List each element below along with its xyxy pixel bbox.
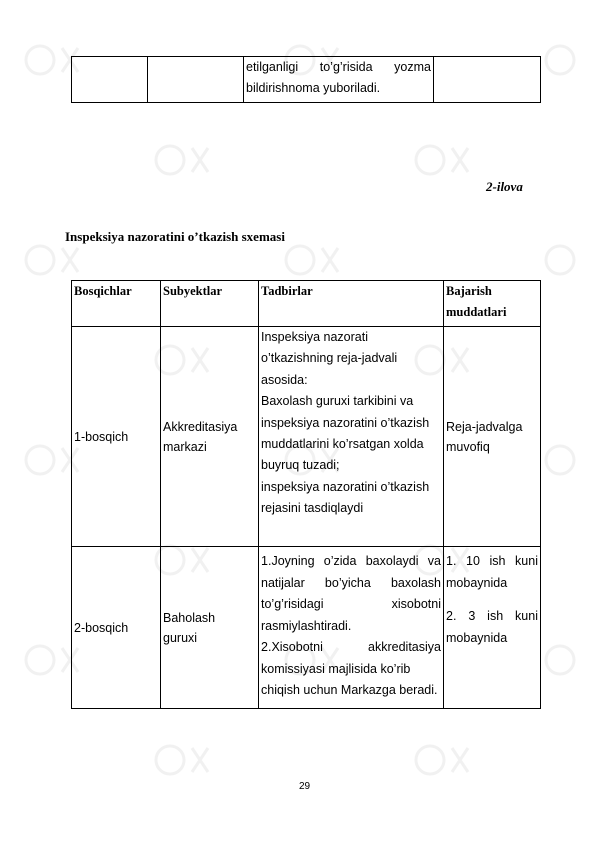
- deadline-cell: [444, 327, 541, 547]
- table-row: [72, 547, 541, 709]
- section-title: Inspeksiya nazoratini o’tkazish sxemasi: [65, 229, 285, 244]
- continuation-line: bildirishnoma yuboriladi.: [246, 81, 381, 95]
- subject-line: markazi: [163, 439, 207, 454]
- deadline-cell: [444, 547, 541, 709]
- continuation-table: [71, 56, 541, 103]
- subject-cell: [161, 547, 259, 709]
- action-line: chiqish uchun Markazga beradi.: [261, 683, 438, 697]
- table-row: [72, 327, 541, 547]
- action-line: muddatlarini ko’rsatgan xolda: [261, 437, 424, 452]
- subject-line: Baholash: [163, 610, 216, 625]
- action-line: Inspeksiya nazorati: [261, 330, 369, 344]
- subject-line: Akkreditasiya: [163, 419, 238, 434]
- continuation-text-cell: [244, 57, 434, 103]
- stage-cell: 2-bosqich: [72, 547, 161, 709]
- header-cell: Subyektlar: [161, 281, 259, 327]
- deadline-line: mobaynida: [446, 575, 508, 590]
- deadline-line: 1. 10 ish kuni: [446, 554, 538, 568]
- action-line: Baxolash guruxi tarkibini va: [261, 394, 414, 409]
- action-line: to’g’risidagi xisobotni: [261, 597, 441, 611]
- action-line: inspeksiya nazoratini o’tkazish: [261, 415, 430, 430]
- action-line: rejasini tasdiqlaydi: [261, 501, 364, 516]
- table-header-row: [72, 281, 541, 327]
- actions-cell: [259, 547, 444, 709]
- action-line: rasmiylashtiradi.: [261, 618, 352, 633]
- empty-cell: [434, 57, 541, 103]
- scheme-table: [71, 280, 541, 709]
- header-cell: Bajarish muddatlari: [444, 281, 541, 327]
- header-cell: Bosqichlar: [72, 281, 161, 327]
- item-number: 1.: [261, 554, 272, 568]
- action-line: buyruq tuzadi;: [261, 458, 340, 473]
- header-cell: Tadbirlar: [259, 281, 444, 327]
- stage-cell: 1-bosqich: [72, 327, 161, 547]
- empty-cell: [72, 57, 148, 103]
- action-line: o’tkazishning reja-jadvali: [261, 351, 398, 366]
- action-line: [261, 637, 441, 659]
- subject-line: guruxi: [163, 630, 198, 645]
- subject-cell: [161, 327, 259, 547]
- action-line: natijalar bo’yicha baxolash: [261, 575, 441, 590]
- page-number: 29: [299, 781, 311, 792]
- deadline-line: muvofiq: [446, 439, 490, 454]
- item-number: 2.: [261, 640, 272, 654]
- action-text: Joyning o’zida baxolaydi va: [271, 554, 441, 568]
- empty-cell: [148, 57, 244, 103]
- appendix-label: 2-ilova: [486, 179, 523, 194]
- continuation-line: etilganligi to’g’risida yozma: [246, 60, 431, 74]
- actions-cell: [259, 327, 444, 547]
- action-line: [261, 551, 441, 573]
- deadline-line: Reja-jadvalga: [446, 419, 523, 434]
- action-line: asosida:: [261, 372, 308, 387]
- deadline-line: 2. 3 ish kuni: [446, 609, 538, 623]
- action-text: Xisobotni akkreditasiya: [271, 640, 441, 654]
- action-line: komissiyasi majlisida ko’rib: [261, 661, 411, 676]
- action-line: inspeksiya nazoratini o’tkazish: [261, 479, 430, 494]
- deadline-line: mobaynida: [446, 630, 508, 645]
